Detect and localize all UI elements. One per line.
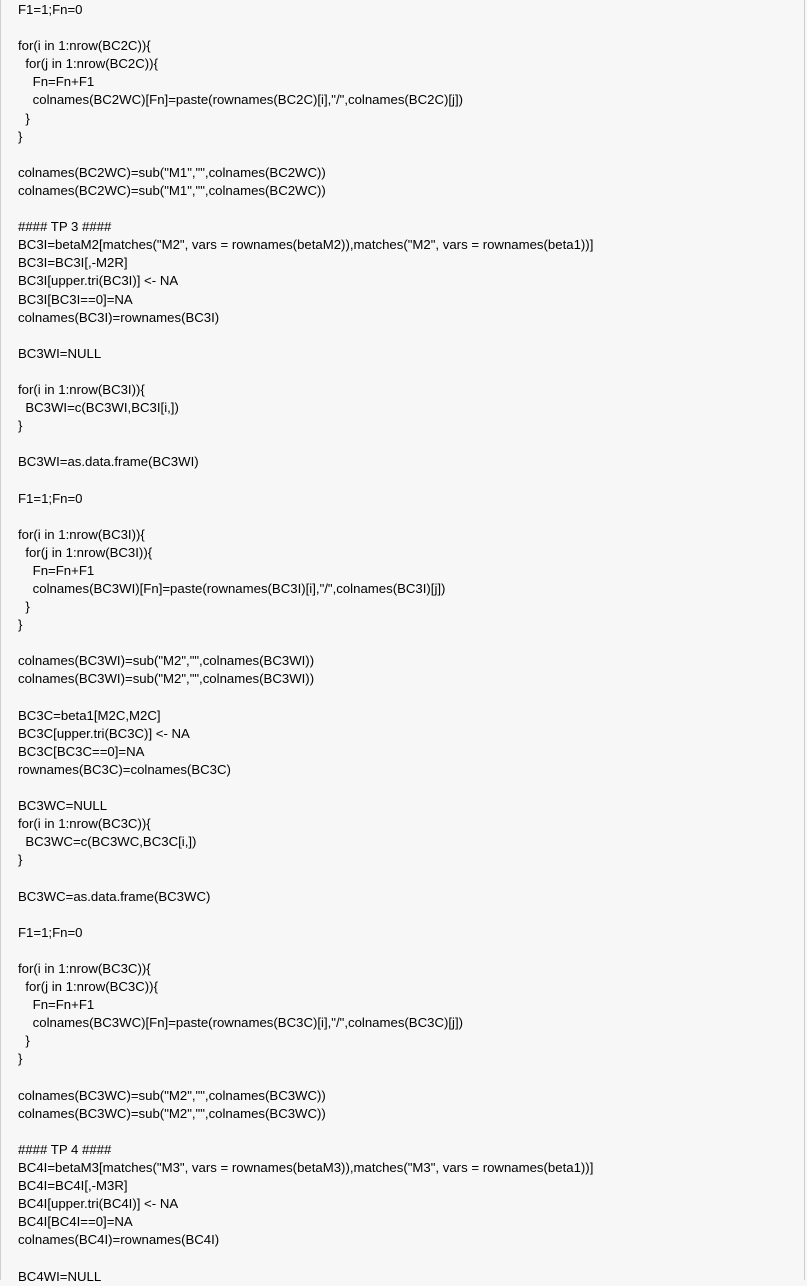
code-line: BC3WC=c(BC3WC,BC3C[i,]) [18, 834, 197, 850]
code-line: colnames(BC3WI)=sub("M2","",colnames(BC3WI)) [18, 653, 315, 669]
code-line: colnames(BC3WC)[Fn]=paste(rownames(BC3C)[i],"/",colnames(BC3C)[j]) [18, 1015, 464, 1031]
code-line: BC3WC=NULL [18, 798, 108, 814]
code-line: rownames(BC3C)=colnames(BC3C) [18, 761, 231, 777]
code-line: F1=1;Fn=0 [18, 924, 83, 940]
code-line: } [18, 128, 23, 144]
code-line: BC3C[upper.tri(BC3C)] <- NA [18, 725, 190, 741]
code-line: F1=1;Fn=0 [18, 2, 83, 17]
code-line [18, 146, 798, 164]
code-line: Fn=Fn+F1 [18, 997, 95, 1013]
code-line [18, 1249, 798, 1267]
code-line: } [18, 617, 23, 633]
code-line: Fn=Fn+F1 [18, 562, 95, 578]
code-line: colnames(BC3WC)=sub("M2","",colnames(BC3WC)) [18, 1087, 326, 1103]
code-line [18, 942, 798, 960]
code-line: for(i in 1:nrow(BC3C)){ [18, 960, 151, 976]
code-block [18, 1, 798, 1286]
code-line: colnames(BC2WC)=sub("M1","",colnames(BC2WC)) [18, 164, 326, 180]
code-line: for(j in 1:nrow(BC3I)){ [18, 544, 153, 560]
code-line [18, 327, 798, 345]
code-line: } [18, 1033, 30, 1049]
code-line: BC3WI=as.data.frame(BC3WI) [18, 454, 199, 470]
code-line: colnames(BC3WI)=sub("M2","",colnames(BC3WI)) [18, 671, 315, 687]
code-line: for(i in 1:nrow(BC3C)){ [18, 816, 151, 832]
code-line: for(i in 1:nrow(BC2C)){ [18, 38, 151, 54]
code-line: BC4I=BC4I[,-M3R] [18, 1178, 128, 1194]
code-line [18, 634, 798, 652]
code-line: for(j in 1:nrow(BC3C)){ [18, 979, 158, 995]
code-line: #### TP 3 #### [18, 219, 112, 235]
code-line [18, 689, 798, 707]
code-line [18, 363, 798, 381]
code-line: colnames(BC3I)=rownames(BC3I) [18, 309, 220, 325]
code-line: BC3I[BC3I==0]=NA [18, 291, 133, 307]
code-line: BC4I[BC4I==0]=NA [18, 1214, 133, 1230]
code-line [18, 200, 798, 218]
code-line [18, 906, 798, 924]
code-line: for(i in 1:nrow(BC3I)){ [18, 381, 145, 397]
code-line [18, 1123, 798, 1141]
code-line: BC3WI=c(BC3WI,BC3I[i,]) [18, 400, 179, 416]
code-line: BC4WI=NULL [18, 1268, 102, 1284]
code-line: colnames(BC3WC)=sub("M2","",colnames(BC3WC)) [18, 1105, 326, 1121]
code-line: } [18, 599, 30, 615]
code-line [18, 779, 798, 797]
code-line: } [18, 110, 30, 126]
code-line: Fn=Fn+F1 [18, 74, 95, 90]
code-line [18, 471, 798, 489]
code-line: BC4I=betaM3[matches("M3", vars = rownames(betaM3)),matches("M3", vars = rownames(beta1))] [18, 1160, 594, 1175]
code-line: } [18, 1051, 23, 1067]
code-line: colnames(BC2WC)[Fn]=paste(rownames(BC2C)[i],"/",colnames(BC2C)[j]) [18, 92, 464, 108]
code-line: colnames(BC2WC)=sub("M1","",colnames(BC2WC)) [18, 182, 326, 198]
code-line: F1=1;Fn=0 [18, 490, 83, 506]
code-line: colnames(BC4I)=rownames(BC4I) [18, 1232, 220, 1248]
code-line: for(i in 1:nrow(BC3I)){ [18, 526, 145, 542]
code-line [18, 19, 798, 37]
code-line: BC3I[upper.tri(BC3I)] <- NA [18, 273, 179, 289]
code-line: BC3WI=NULL [18, 345, 102, 361]
code-line: BC3C=beta1[M2C,M2C] [18, 707, 161, 723]
code-line: #### TP 4 #### [18, 1141, 112, 1157]
code-line [18, 435, 798, 453]
code-line: for(j in 1:nrow(BC2C)){ [18, 56, 158, 72]
code-line: colnames(BC3WI)[Fn]=paste(rownames(BC3I)[i],"/",colnames(BC3I)[j]) [18, 581, 446, 596]
code-line: BC3I=betaM2[matches("M2", vars = rownames(betaM2)),matches("M2", vars = rownames(beta1))] [18, 237, 594, 253]
code-line [18, 1069, 798, 1087]
code-line: BC3C[BC3C==0]=NA [18, 743, 145, 759]
code-line [18, 870, 798, 888]
code-line: } [18, 852, 23, 868]
code-line: } [18, 418, 23, 434]
code-line: BC4I[upper.tri(BC4I)] <- NA [18, 1196, 179, 1212]
code-line: BC3I=BC3I[,-M2R] [18, 255, 128, 271]
code-line: BC3WC=as.data.frame(BC3WC) [18, 888, 211, 904]
code-line [18, 508, 798, 526]
